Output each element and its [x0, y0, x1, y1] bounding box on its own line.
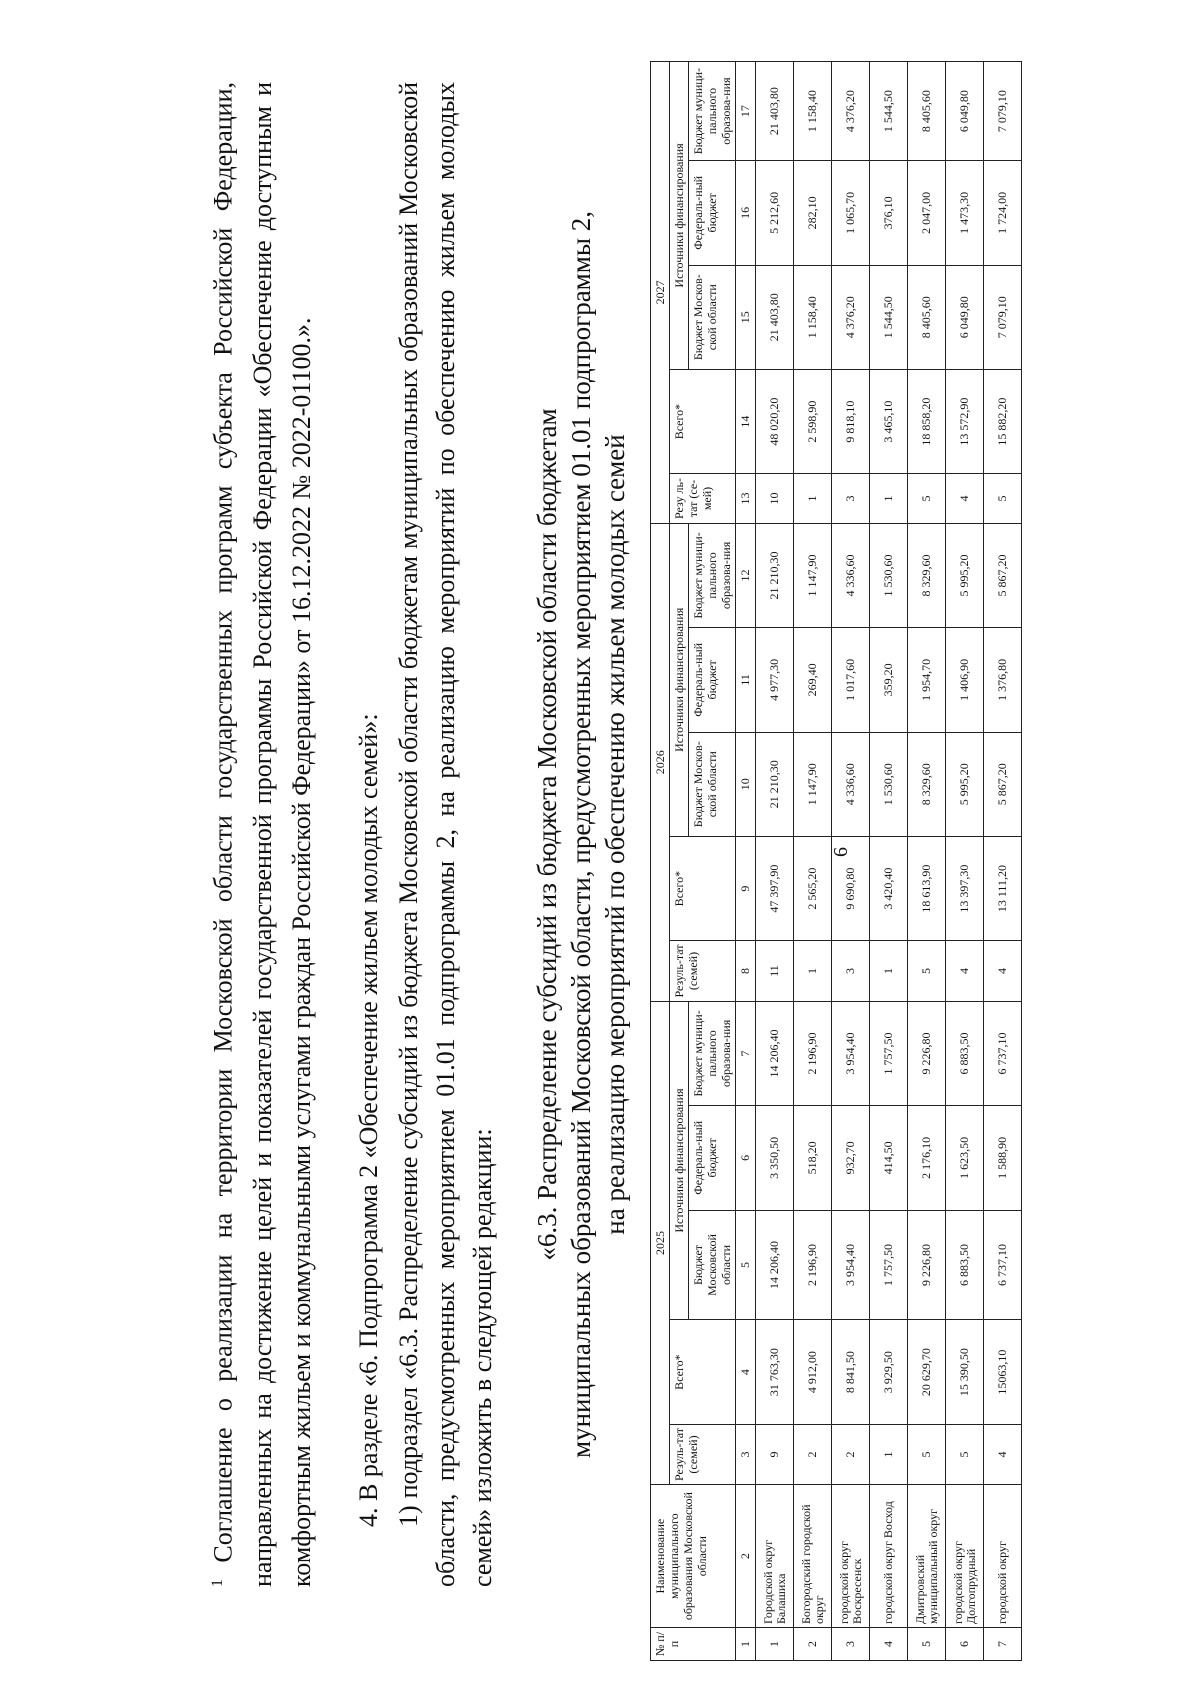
total-2025: 3 929,50 — [870, 1320, 908, 1424]
header-num: № п/п — [651, 1628, 736, 1661]
mo-budget-2026: 8 329,60 — [908, 732, 946, 836]
column-number: 6 — [736, 1106, 756, 1210]
column-number-row — [736, 62, 756, 1661]
mo-budget-2025: 6 737,10 — [984, 1210, 1022, 1320]
header-municipal-2027: Бюджет муници-пального образова-ния — [689, 62, 736, 161]
municipal-2025: 6 883,50 — [946, 1001, 984, 1105]
total-2027: 48 020,20 — [756, 369, 794, 473]
total-2026: 47 397,90 — [756, 836, 794, 940]
column-number: 4 — [736, 1320, 756, 1424]
result-2027: 1 — [794, 474, 832, 523]
result-2027: 3 — [832, 474, 870, 523]
total-2026: 13 111,20 — [984, 836, 1022, 940]
municipal-2026: 1 147,90 — [794, 523, 832, 627]
municipal-2026: 1 530,60 — [870, 523, 908, 627]
total-2026: 18 613,90 — [908, 836, 946, 940]
mo-budget-2025: 3 954,40 — [832, 1210, 870, 1320]
column-number: 14 — [736, 369, 756, 473]
result-2027: 5 — [984, 474, 1022, 523]
federal-2027: 1 473,30 — [946, 161, 984, 265]
result-2025: 9 — [756, 1424, 794, 1484]
municipal-2027: 8 405,60 — [908, 62, 946, 161]
federal-2027: 2 047,00 — [908, 161, 946, 265]
municipal-2025: 3 954,40 — [832, 1001, 870, 1105]
column-number: 1 — [736, 1628, 756, 1661]
result-2026: 4 — [984, 941, 1022, 1001]
footnote-text: Соглашение о реализации на территории Московской области государственных программ субъекта Российской Федерации, направленных на достижение целей и показателей государственной программы Российской Федерации «Обеспечение доступным и комфортным жильем и коммунальными услугами граждан Российской Федерации» от 16.12.2022 № 2022-01100.». — [208, 82, 316, 1587]
header-mo-budget-2025: Бюджет Московской области — [689, 1210, 736, 1320]
column-number: 16 — [736, 161, 756, 265]
header-sources-2027: Источники финансирования — [670, 62, 689, 370]
heading-line-3: на реализацию мероприятий по обеспечению жильем молодых семей — [600, 434, 630, 1235]
municipal-2027: 6 049,80 — [946, 62, 984, 161]
federal-2027: 376,10 — [870, 161, 908, 265]
table-row — [870, 62, 908, 1661]
result-2026: 1 — [794, 941, 832, 1001]
result-2025: 1 — [870, 1424, 908, 1484]
header-row-1 — [651, 62, 670, 1661]
federal-2026: 1 376,80 — [984, 628, 1022, 732]
municipality-name: городской округ Воскресенск — [832, 1485, 870, 1628]
result-2027: 5 — [908, 474, 946, 523]
column-number: 12 — [736, 523, 756, 627]
row-number: 6 — [946, 1628, 984, 1661]
federal-2025: 3 350,50 — [756, 1106, 794, 1210]
result-2025: 2 — [794, 1424, 832, 1484]
total-2027: 3 465,10 — [870, 369, 908, 473]
municipality-name: городской округ Восход — [870, 1485, 908, 1628]
paragraph-item-1: 1) подраздел «6.3. Распределение субсидий из бюджета Московской области бюджетам муниципальных образований Московской области, предусмотренных мероприятием 01.01 подпрограммы 2, на реализацию мероприятий по обеспечению жильем молодых семей» изложить в следующей редакции: — [394, 82, 497, 1587]
result-2026: 11 — [756, 941, 794, 1001]
result-2026: 4 — [946, 941, 984, 1001]
header-result-2026: Резуль-тат (семей) — [670, 941, 736, 1001]
federal-2027: 282,10 — [794, 161, 832, 265]
column-number: 10 — [736, 732, 756, 836]
header-row-2 — [670, 62, 689, 1661]
header-sources-2026: Источники финансирования — [670, 523, 689, 836]
mo-budget-2027: 1 544,50 — [870, 265, 908, 369]
row-number: 3 — [832, 1628, 870, 1661]
municipal-2027: 7 079,10 — [984, 62, 1022, 161]
total-2025: 20 629,70 — [908, 1320, 946, 1424]
total-2025: 8 841,50 — [832, 1320, 870, 1424]
heading-line-2: муниципальных образований Московской области, предусмотренных мероприятием 01.01 подпрограммы 2, — [566, 211, 596, 1459]
total-2026: 13 397,30 — [946, 836, 984, 940]
header-total-2025: Всего* — [670, 1320, 736, 1424]
municipal-2025: 2 196,90 — [794, 1001, 832, 1105]
header-year-2027: 2027 — [651, 62, 670, 524]
header-name: Наименование муниципального образования Московской области — [651, 1485, 736, 1628]
mo-budget-2026: 21 210,30 — [756, 732, 794, 836]
column-number: 3 — [736, 1424, 756, 1484]
federal-2027: 1 724,00 — [984, 161, 1022, 265]
result-2026: 1 — [870, 941, 908, 1001]
result-2025: 5 — [946, 1424, 984, 1484]
mo-budget-2027: 4 376,20 — [832, 265, 870, 369]
table-row — [908, 62, 946, 1661]
column-number: 8 — [736, 941, 756, 1001]
table-row — [946, 62, 984, 1661]
mo-budget-2025: 6 883,50 — [946, 1210, 984, 1320]
mo-budget-2025: 9 226,80 — [908, 1210, 946, 1320]
mo-budget-2027: 1 158,40 — [794, 265, 832, 369]
subsidy-table — [650, 61, 1022, 1661]
mo-budget-2026: 5 995,20 — [946, 732, 984, 836]
total-2027: 13 572,90 — [946, 369, 984, 473]
federal-2026: 1 954,70 — [908, 628, 946, 732]
paragraph-section-4: 4. В разделе «6. Подпрограмма 2 «Обеспечение жильем молодых семей»: — [354, 713, 383, 1527]
federal-2025: 1 588,90 — [984, 1106, 1022, 1210]
result-2025: 5 — [908, 1424, 946, 1484]
result-2027: 4 — [946, 474, 984, 523]
total-2027: 9 818,10 — [832, 369, 870, 473]
total-2027: 15 882,20 — [984, 369, 1022, 473]
municipal-2025: 14 206,40 — [756, 1001, 794, 1105]
municipality-name: Дмитровский муниципальный округ — [908, 1485, 946, 1628]
column-number: 5 — [736, 1210, 756, 1320]
municipal-2025: 1 757,50 — [870, 1001, 908, 1105]
total-2027: 18 858,20 — [908, 369, 946, 473]
header-federal-2025: Федераль-ный бюджет — [689, 1106, 736, 1210]
column-number: 9 — [736, 836, 756, 940]
mo-budget-2027: 6 049,80 — [946, 265, 984, 369]
municipality-name: городской округ Долгопрудный — [946, 1485, 984, 1628]
result-2025: 4 — [984, 1424, 1022, 1484]
header-result-2027: Резу ль-тат (се-мей) — [670, 474, 736, 523]
page-number: 6 — [830, 847, 852, 857]
row-number: 5 — [908, 1628, 946, 1661]
column-number: 17 — [736, 62, 756, 161]
municipal-2026: 5 867,20 — [984, 523, 1022, 627]
mo-budget-2026: 5 867,20 — [984, 732, 1022, 836]
mo-budget-2027: 8 405,60 — [908, 265, 946, 369]
federal-2025: 1 623,50 — [946, 1106, 984, 1210]
header-municipal-2025: Бюджет муници-пального образова-ния — [689, 1001, 736, 1105]
total-2026: 9 690,80 — [832, 836, 870, 940]
municipality-name: городской округ — [984, 1485, 1022, 1628]
municipal-2027: 1 158,40 — [794, 62, 832, 161]
header-federal-2026: Федераль-ный бюджет — [689, 628, 736, 732]
header-total-2026: Всего* — [670, 836, 736, 940]
municipality-name: Богородский городской округ — [794, 1485, 832, 1628]
federal-2027: 1 065,70 — [832, 161, 870, 265]
mo-budget-2025: 2 196,90 — [794, 1210, 832, 1320]
mo-budget-2025: 14 206,40 — [756, 1210, 794, 1320]
header-municipal-2026: Бюджет муници-пального образова-ния — [689, 523, 736, 627]
header-year-2025: 2025 — [651, 1001, 670, 1485]
result-2026: 5 — [908, 941, 946, 1001]
header-sources-2025: Источники финансирования — [670, 1001, 689, 1320]
federal-2025: 932,70 — [832, 1106, 870, 1210]
column-number: 11 — [736, 628, 756, 732]
federal-2026: 4 977,30 — [756, 628, 794, 732]
column-number: 2 — [736, 1485, 756, 1628]
municipal-2026: 4 336,60 — [832, 523, 870, 627]
mo-budget-2026: 1 530,60 — [870, 732, 908, 836]
federal-2025: 2 176,10 — [908, 1106, 946, 1210]
mo-budget-2025: 1 757,50 — [870, 1210, 908, 1320]
row-number: 4 — [870, 1628, 908, 1661]
mo-budget-2027: 7 079,10 — [984, 265, 1022, 369]
table-heading — [530, 82, 632, 1587]
row-number: 1 — [756, 1628, 794, 1661]
total-2025: 15063,10 — [984, 1320, 1022, 1424]
header-mo-budget-2026: Бюджет Москов-ской области — [689, 732, 736, 836]
table-row — [832, 62, 870, 1661]
federal-2025: 518,20 — [794, 1106, 832, 1210]
total-2027: 2 598,90 — [794, 369, 832, 473]
municipal-2027: 1 544,50 — [870, 62, 908, 161]
footnote-marker: 1 — [209, 1579, 226, 1587]
total-2026: 3 420,40 — [870, 836, 908, 940]
total-2025: 15 390,50 — [946, 1320, 984, 1424]
result-2025: 2 — [832, 1424, 870, 1484]
municipal-2027: 4 376,20 — [832, 62, 870, 161]
total-2026: 2 565,20 — [794, 836, 832, 940]
federal-2026: 1 017,60 — [832, 628, 870, 732]
total-2025: 4 912,00 — [794, 1320, 832, 1424]
result-2027: 10 — [756, 474, 794, 523]
federal-2026: 359,20 — [870, 628, 908, 732]
municipal-2026: 21 210,30 — [756, 523, 794, 627]
municipal-2027: 21 403,80 — [756, 62, 794, 161]
column-number: 13 — [736, 474, 756, 523]
result-2026: 3 — [832, 941, 870, 1001]
municipal-2025: 9 226,80 — [908, 1001, 946, 1105]
header-year-2026: 2026 — [651, 523, 670, 1001]
header-result-2025: Резуль-тат (семей) — [670, 1424, 736, 1484]
mo-budget-2026: 1 147,90 — [794, 732, 832, 836]
federal-2026: 1 406,90 — [946, 628, 984, 732]
header-mo-budget-2027: Бюджет Москов-ской области — [689, 265, 736, 369]
municipality-name: Городской округ Балашиха — [756, 1485, 794, 1628]
mo-budget-2027: 21 403,80 — [756, 265, 794, 369]
federal-2027: 5 212,60 — [756, 161, 794, 265]
column-number: 15 — [736, 265, 756, 369]
header-total-2027: Всего* — [670, 369, 736, 473]
table-row — [756, 62, 794, 1661]
municipal-2025: 6 737,10 — [984, 1001, 1022, 1105]
heading-line-1: «6.3. Распределение субсидий из бюджета Московской области бюджетам — [532, 408, 562, 1261]
column-number: 7 — [736, 1001, 756, 1105]
footnote — [198, 82, 321, 1587]
row-number: 2 — [794, 1628, 832, 1661]
result-2027: 1 — [870, 474, 908, 523]
federal-2026: 269,40 — [794, 628, 832, 732]
header-federal-2027: Федераль-ный бюджет — [689, 161, 736, 265]
municipal-2026: 5 995,20 — [946, 523, 984, 627]
federal-2025: 414,50 — [870, 1106, 908, 1210]
table-row — [794, 62, 832, 1661]
total-2025: 31 763,30 — [756, 1320, 794, 1424]
table-row — [984, 62, 1022, 1661]
mo-budget-2026: 4 336,60 — [832, 732, 870, 836]
municipal-2026: 8 329,60 — [908, 523, 946, 627]
row-number: 7 — [984, 1628, 1022, 1661]
